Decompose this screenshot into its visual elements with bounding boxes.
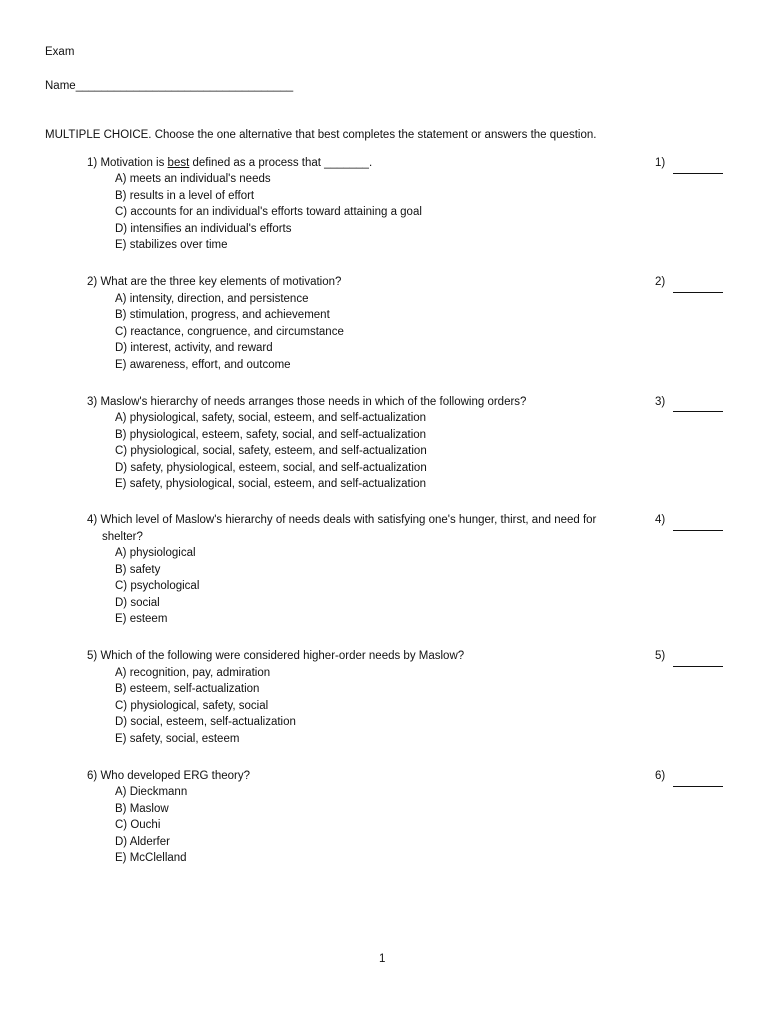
option-e[interactable]: E) stabilizes over time <box>115 239 228 251</box>
name-blank: __________________________________ <box>75 80 294 92</box>
option-a[interactable]: A) intensity, direction, and persistence <box>115 293 309 305</box>
question-stem: 1) Motivation is best defined as a process that _______. <box>87 157 373 169</box>
answer-blank[interactable] <box>673 666 723 667</box>
answer-number: 3) <box>655 396 666 408</box>
option-d[interactable]: D) Alderfer <box>115 836 170 848</box>
option-b[interactable]: B) safety <box>115 564 161 576</box>
emphasis-best: best <box>167 157 190 169</box>
option-a[interactable]: A) physiological <box>115 547 196 559</box>
instructions: MULTIPLE CHOICE. Choose the one alternative that best completes the statement or answers the question. <box>45 129 597 141</box>
option-b[interactable]: B) physiological, esteem, safety, social, and self-actualization <box>115 429 427 441</box>
answer-number: 5) <box>655 650 666 662</box>
option-d[interactable]: D) safety, physiological, esteem, social, and self-actualization <box>115 462 427 474</box>
option-c[interactable]: C) psychological <box>115 580 200 592</box>
name-label: Name <box>45 80 76 92</box>
question-stem: 3) Maslow's hierarchy of needs arranges those needs in which of the following orders? <box>87 396 527 408</box>
option-e[interactable]: E) safety, physiological, social, esteem, and self-actualization <box>115 478 427 490</box>
answer-blank[interactable] <box>673 411 723 412</box>
option-d[interactable]: D) intensifies an individual's efforts <box>115 223 292 235</box>
option-c[interactable]: C) Ouchi <box>115 819 161 831</box>
exam-title: Exam <box>45 46 75 58</box>
option-e[interactable]: E) esteem <box>115 613 168 625</box>
option-a[interactable]: A) meets an individual's needs <box>115 173 271 185</box>
answer-number: 6) <box>655 770 666 782</box>
option-d[interactable]: D) interest, activity, and reward <box>115 342 273 354</box>
option-a[interactable]: A) physiological, safety, social, esteem, and self-actualization <box>115 412 427 424</box>
question-stem: 6) Who developed ERG theory? <box>87 770 251 782</box>
option-d[interactable]: D) social <box>115 597 160 609</box>
question-stem-continued: shelter? <box>102 531 143 543</box>
question-stem: 5) Which of the following were considered higher-order needs by Maslow? <box>87 650 465 662</box>
option-b[interactable]: B) esteem, self-actualization <box>115 683 260 695</box>
option-c[interactable]: C) physiological, safety, social <box>115 700 269 712</box>
option-b[interactable]: B) stimulation, progress, and achievement <box>115 309 330 321</box>
answer-number: 1) <box>655 157 666 169</box>
option-e[interactable]: E) awareness, effort, and outcome <box>115 359 291 371</box>
answer-blank[interactable] <box>673 173 723 174</box>
option-d[interactable]: D) social, esteem, self-actualization <box>115 716 296 728</box>
answer-number: 4) <box>655 514 666 526</box>
answer-blank[interactable] <box>673 292 723 293</box>
question-stem: 4) Which level of Maslow's hierarchy of needs deals with satisfying one's hunger, thirst, and need for <box>87 514 597 526</box>
option-c[interactable]: C) physiological, social, safety, esteem, and self-actualization <box>115 445 427 457</box>
option-e[interactable]: E) safety, social, esteem <box>115 733 240 745</box>
name-field <box>45 80 293 92</box>
answer-number: 2) <box>655 276 666 288</box>
question-stem: 2) What are the three key elements of motivation? <box>87 276 342 288</box>
option-e[interactable]: E) McClelland <box>115 852 187 864</box>
option-b[interactable]: B) results in a level of effort <box>115 190 255 202</box>
page-number: 1 <box>379 953 386 965</box>
answer-blank[interactable] <box>673 530 723 531</box>
option-c[interactable]: C) accounts for an individual's efforts toward attaining a goal <box>115 206 422 218</box>
option-a[interactable]: A) recognition, pay, admiration <box>115 667 271 679</box>
option-c[interactable]: C) reactance, congruence, and circumstance <box>115 326 344 338</box>
answer-blank[interactable] <box>673 786 723 787</box>
option-b[interactable]: B) Maslow <box>115 803 169 815</box>
option-a[interactable]: A) Dieckmann <box>115 786 188 798</box>
